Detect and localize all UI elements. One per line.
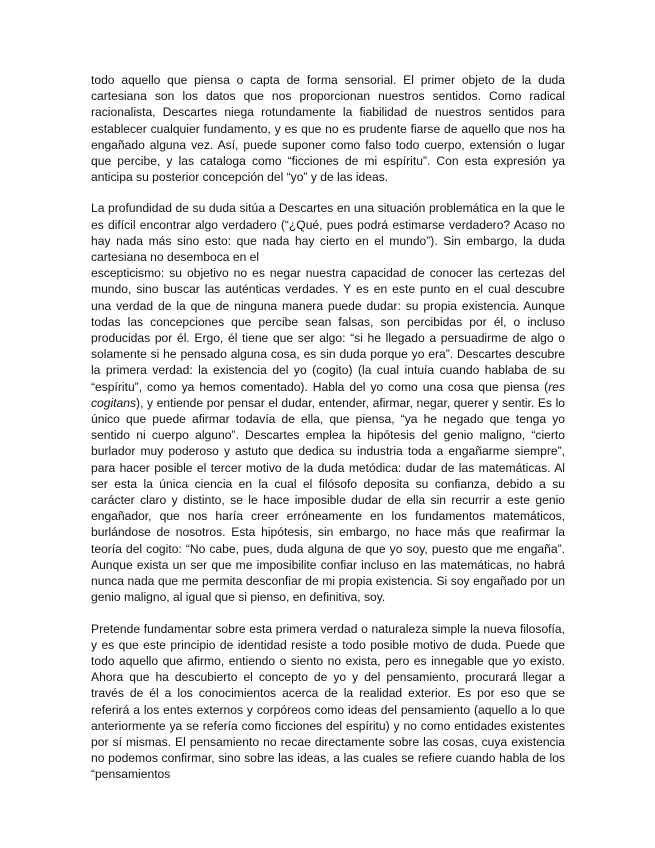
paragraph-cogito-text-before-italic: escepticismo: su objetivo no es negar nuestra capacidad de conocer las certezas del mundo, sino buscar las auténticas verdades. Y es en este punto en el cual descubre una verdad de la que de ninguna manera puede dudar: su propia existencia. Aunque todas las concepciones que percibe sean falsas, son percibidas por él, o incluso producidas por él. Ergo, él tiene que ser algo: “si he llegado a persuadirme de algo o solamente si he pensado alguna cosa, es sin duda porque yo era”. Descartes descubre la primera verdad: la existencia del yo (cogito) (la cual intuía cuando hablaba de su “espíritu”, como ya hemos comentado). Habla del yo como una cosa que piensa ( [91,266,565,394]
paragraph-new-philosophy: Pretende fundamentar sobre esta primera verdad o naturaleza simple la nueva filosofía, y es que este principio de identidad resiste a todo posible motivo de duda. Puede que todo aquello que afirmo, entiendo o siento no exista, pero es innegable que yo existo. Ahora que ha descubierto el concepto de yo y del pensamiento, procurará llegar a través de él a los conocimientos acerca de la realidad exterior. Es por eso que se referirá a los entes externos y corpóreos como ideas del pensamiento (aquello a lo que anteriormente ya se refería como ficciones del espíritu) y no como entidades existentes por sí mismas. El pensamiento no recae directamente sobre las cosas, cuya existencia no podemos confirmar, sino sobre las ideas, a las cuales se refiere cuando habla de los “pensamientos [91,621,565,782]
document-page [91,72,565,798]
paragraph-cogito-opening: La profundidad de su duda sitúa a Descartes en una situación problemática en la que le es difícil encontrar algo verdadero (“¿Qué, pues podrá estimarse verdadero? Acaso no hay nada más sino esto: que nada hay cierto en el mundo”). Sin embargo, la duda cartesiana no desemboca en el [91,201,565,265]
paragraph-cogito-text-after-italic: ), y entiende por pensar el dudar, entender, afirmar, negar, querer y sentir. Es lo único que puede afirmar todavía de ella, que piensa, “ya he negado que tenga yo sentido ni cuerpo alguno”. Descartes emplea la hipótesis del genio maligno, “cierto burlador muy poderoso y astuto que dedica su industria toda a engañarme siempre”, para hacer posible el tercer motivo de la duda metódica: dudar de las matemáticas. Al ser esta la única ciencia en la cual el filósofo deposita su confianza, debido a su carácter claro y distinto, se le hace imposible dudar de ella sin recurrir a este genio engañador, que nos haría creer erróneamente en los fundamentos matemáticos, burlándose de nosotros. Esta hipótesis, sin embargo, no hace más que reafirmar la teoría del cogito: “No cabe, pues, duda alguna de que yo soy, puesto que me engaña”. Aunque exista un ser que me imposibilite confiar incluso en las matemáticas, no habrá nunca nada que me permita desconfiar de mi propia existencia. Si soy engañado por un genio maligno, al igual que si pienso, en definitiva, soy. [91,395,565,605]
paragraph-cogito [91,200,565,605]
italic-term-res-cogitans: res cogitans [91,379,565,410]
paragraph-cogito-body [91,265,565,605]
paragraph-sensory-doubt: todo aquello que piensa o capta de forma sensorial. El primer objeto de la duda cartesiana son los datos que nos proporcionan nuestros sentidos. Como radical racionalista, Descartes niega rotundamente la fiabilidad de nuestros sentidos para establecer cualquier fundamento, y es que no es prudente fiarse de aquello que nos ha engañado alguna vez. Así, puede suponer como falso todo cuerpo, extensión o lugar que percibe, y las cataloga como “ficciones de mi espíritu”. Con esta expresión ya anticipa su posterior concepción del “yo” y de las ideas. [91,73,565,185]
